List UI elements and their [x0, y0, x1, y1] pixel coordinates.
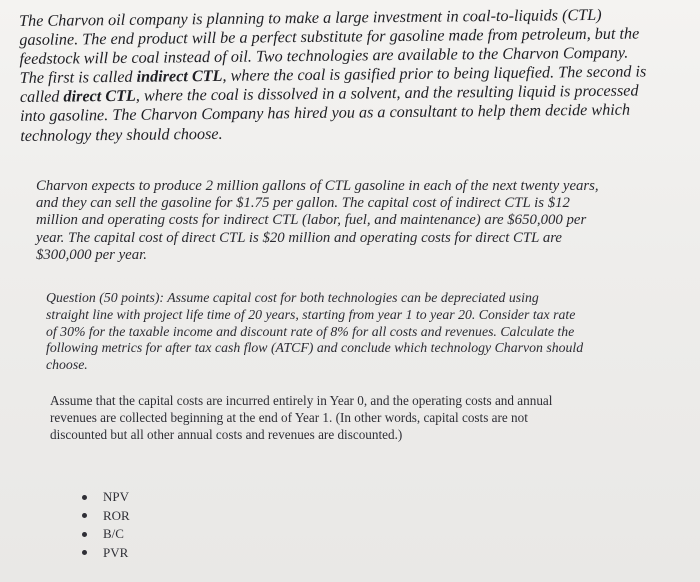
metric-ror: ROR — [103, 507, 130, 523]
bullet-icon — [82, 550, 87, 555]
assumption-line: discounted but all other annual costs and revenues are discounted.) — [50, 426, 403, 442]
metric-pvr: PVR — [103, 544, 129, 560]
intro-paragraph — [19, 5, 680, 146]
list-item — [82, 488, 130, 507]
intro-line: The Charvon oil company is planning to make a large investment in coal-to-liquids (CTL) — [19, 5, 602, 30]
bullet-icon — [82, 513, 87, 518]
question-line: Question (50 points): Assume capital cost for both technologies can be depreciated using — [46, 290, 539, 305]
intro-line: technology they should choose. — [20, 124, 223, 145]
assumption-paragraph — [50, 393, 680, 443]
details-line: year. The capital cost of direct CTL is $20 million and operating costs for direct CTL are — [36, 229, 562, 246]
intro-line: into gasoline. The Charvon Company has hired you as a consultant to help them decide which — [19, 101, 631, 126]
metric-npv: NPV — [103, 489, 130, 504]
intro-text: The first is called — [19, 68, 137, 88]
bullet-icon — [82, 495, 87, 500]
intro-text: , where the coal is gasified prior to being liquefied. The second is — [222, 62, 647, 86]
bullet-icon — [82, 532, 87, 537]
question-paragraph — [46, 290, 676, 374]
details-line: million and operating costs for indirect CTL (labor, fuel, and maintenance) are $650,000 per — [36, 212, 587, 229]
question-line: straight line with project life time of 20 years, starting from year 1 to year 20. Consider tax rate — [46, 306, 576, 322]
question-line: following metrics for after tax cash flow (ATCF) and conclude which technology Charvon should — [46, 340, 584, 356]
metrics-list — [82, 488, 130, 562]
question-line: of 30% for the taxable income and discount rate of 8% for all costs and revenues. Calculate the — [46, 323, 575, 339]
question-line: choose. — [46, 357, 88, 373]
list-item — [82, 544, 130, 563]
metric-bc: B/C — [103, 526, 124, 541]
list-item — [82, 507, 130, 526]
intro-line: feedstock will be coal instead of oil. Two technologies are available to the Charvon Company. — [19, 43, 629, 69]
direct-ctl-term: direct CTL — [63, 87, 136, 106]
intro-text: called — [19, 87, 64, 107]
intro-text: , where the coal is dissolved in a solvent, and the resulting liquid is processed — [135, 81, 639, 106]
assumption-line: revenues are collected beginning at the end of Year 1. (In other words, capital costs are not — [50, 409, 528, 425]
details-line: $300,000 per year. — [36, 246, 147, 263]
details-line: Charvon expects to produce 2 million gallons of CTL gasoline in each of the next twenty years, — [36, 178, 599, 194]
assumption-line: Assume that the capital costs are incurred entirely in Year 0, and the operating costs and annual — [50, 393, 553, 408]
details-paragraph — [36, 178, 676, 264]
indirect-ctl-term: indirect CTL — [136, 67, 223, 87]
list-item — [82, 525, 130, 544]
intro-line: gasoline. The end product will be a perfect substitute for gasoline made from petroleum, but the — [19, 24, 640, 50]
details-line: and they can sell the gasoline for $1.75 per gallon. The capital cost of indirect CTL is $12 — [36, 195, 570, 212]
